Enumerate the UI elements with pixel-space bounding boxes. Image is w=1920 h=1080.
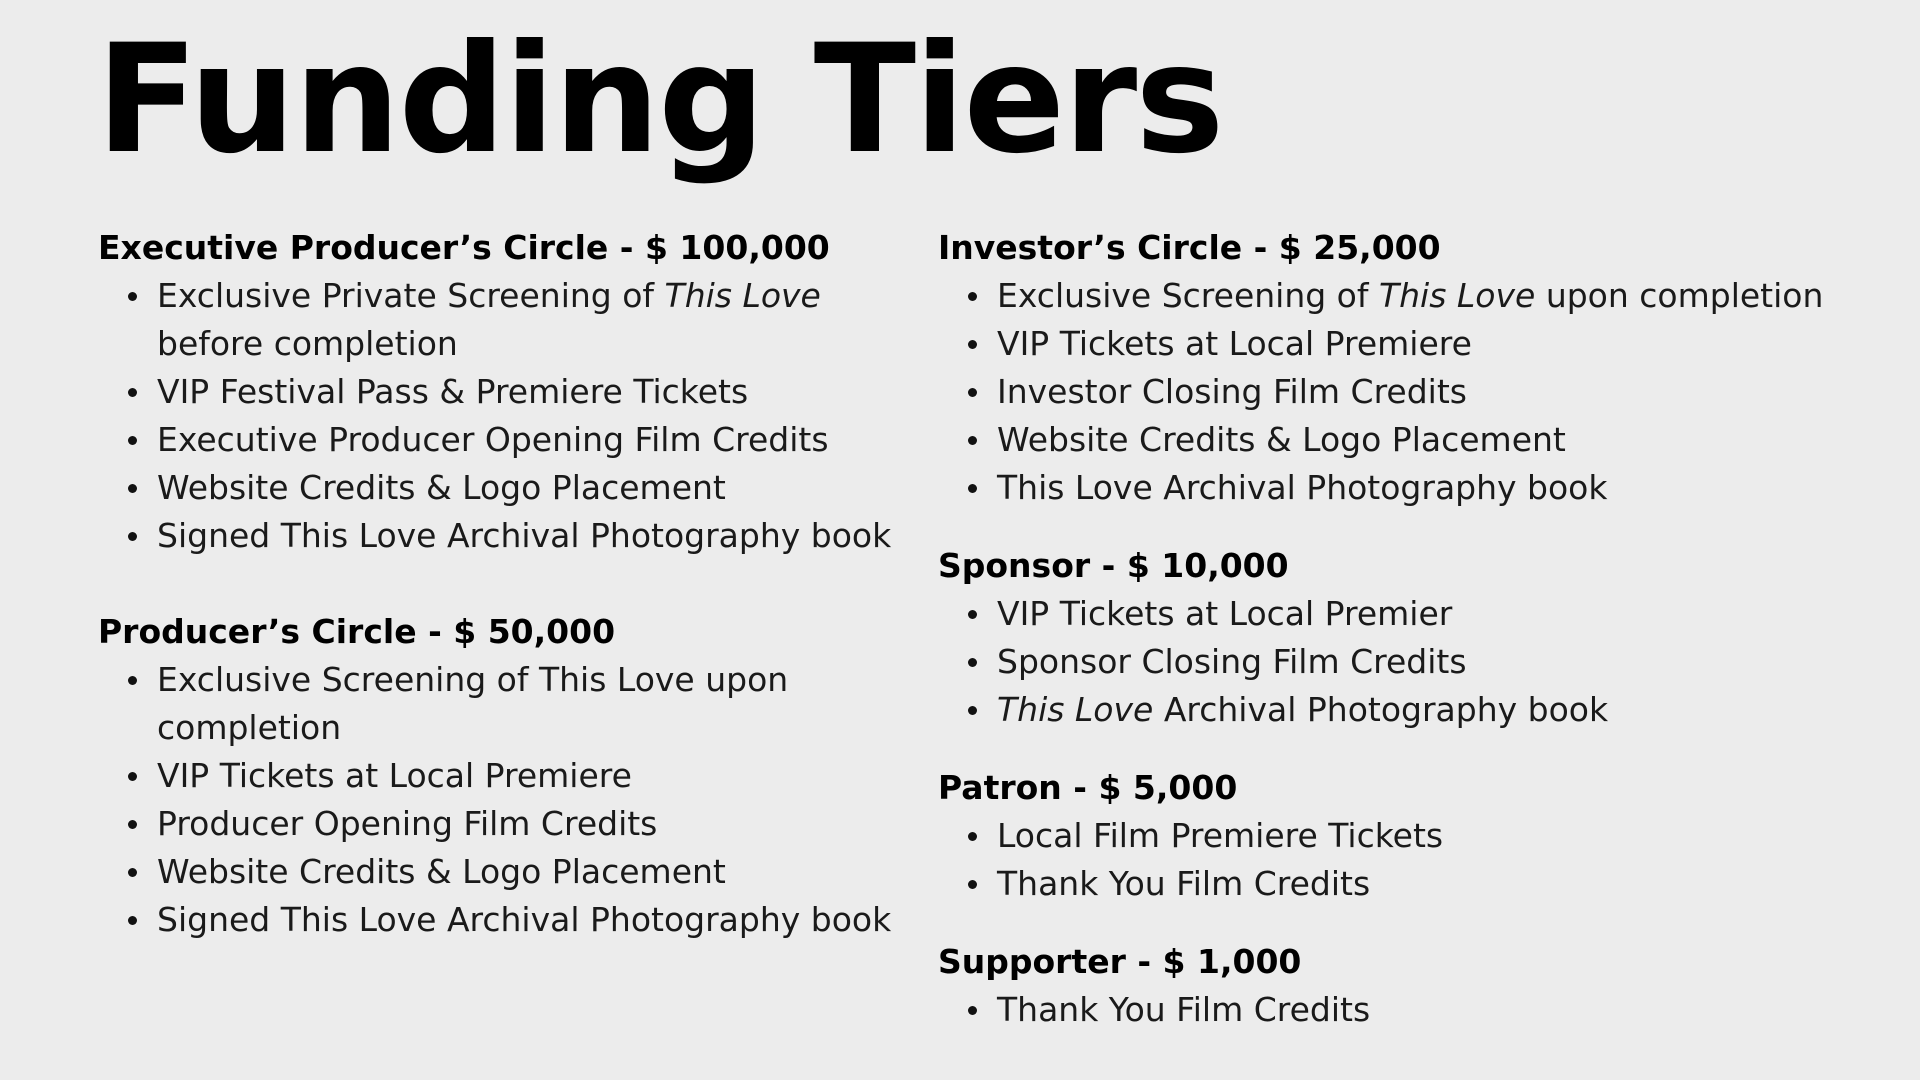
tier-section — [938, 938, 1898, 1034]
benefit-item — [98, 848, 898, 896]
benefit-item — [98, 656, 898, 752]
benefit-text: before completion — [157, 324, 458, 363]
benefit-text: Exclusive Screening of — [997, 276, 1379, 315]
tier-heading: Executive Producer’s Circle - $ 100,000 — [98, 228, 830, 267]
benefit-item — [98, 800, 898, 848]
film-title-text: This Love — [997, 690, 1154, 729]
benefit-item — [938, 464, 1898, 512]
benefit-text: Website Credits & Logo Placement — [157, 468, 726, 507]
bullet-icon — [968, 292, 977, 301]
benefit-text: VIP Festival Pass & Premiere Tickets — [157, 372, 749, 411]
bullet-icon — [968, 832, 977, 841]
benefit-item — [938, 686, 1898, 734]
bullet-icon — [968, 610, 977, 619]
benefit-text: Local Film Premiere Tickets — [997, 816, 1444, 855]
benefit-item — [938, 812, 1898, 860]
benefit-text: This Love Archival Photography book — [997, 468, 1608, 507]
benefit-text: Archival Photography book — [1153, 690, 1609, 729]
benefit-item — [98, 272, 898, 368]
benefit-item — [938, 272, 1898, 320]
page-title: Funding Tiers — [96, 13, 1223, 187]
tier-heading: Producer’s Circle - $ 50,000 — [98, 612, 616, 651]
tier-heading: Investor’s Circle - $ 25,000 — [938, 228, 1441, 267]
benefit-item — [938, 320, 1898, 368]
bullet-icon — [128, 820, 137, 829]
benefit-text: Thank You Film Credits — [997, 864, 1371, 903]
bullet-icon — [128, 292, 137, 301]
benefit-list — [938, 986, 1898, 1034]
benefit-text: Sponsor Closing Film Credits — [997, 642, 1467, 681]
tier-heading: Patron - $ 5,000 — [938, 768, 1238, 807]
benefit-item — [938, 590, 1898, 638]
benefit-list — [938, 590, 1898, 734]
benefit-text: Website Credits & Logo Placement — [997, 420, 1566, 459]
tier-section — [98, 224, 898, 560]
bullet-icon — [128, 916, 137, 925]
benefit-item — [98, 416, 898, 464]
benefit-item — [938, 416, 1898, 464]
benefit-text: VIP Tickets at Local Premier — [997, 594, 1453, 633]
benefit-list — [98, 272, 898, 560]
tier-section — [98, 608, 898, 944]
benefit-item — [938, 638, 1898, 686]
tier-section — [938, 542, 1898, 734]
bullet-icon — [128, 532, 137, 541]
benefit-item — [98, 752, 898, 800]
benefit-text: Exclusive Screening of This Love upon completion — [157, 660, 789, 747]
benefit-item — [98, 464, 898, 512]
benefit-text: Signed This Love Archival Photography book — [157, 516, 892, 555]
bullet-icon — [968, 658, 977, 667]
bullet-icon — [968, 706, 977, 715]
bullet-icon — [128, 388, 137, 397]
tier-heading: Sponsor - $ 10,000 — [938, 546, 1289, 585]
bullet-icon — [128, 868, 137, 877]
benefit-list — [98, 656, 898, 944]
benefit-text: Thank You Film Credits — [997, 990, 1371, 1029]
tier-section — [938, 224, 1898, 512]
benefit-item — [98, 896, 898, 944]
benefit-text: Website Credits & Logo Placement — [157, 852, 726, 891]
benefit-text: Executive Producer Opening Film Credits — [157, 420, 829, 459]
bullet-icon — [968, 1006, 977, 1015]
tier-heading: Supporter - $ 1,000 — [938, 942, 1302, 981]
film-title-text: This Love — [1378, 276, 1536, 315]
benefit-item — [938, 368, 1898, 416]
left-column — [98, 224, 898, 944]
bullet-icon — [968, 340, 977, 349]
benefit-item — [938, 986, 1898, 1034]
benefit-list — [938, 812, 1898, 908]
bullet-icon — [968, 484, 977, 493]
bullet-icon — [968, 388, 977, 397]
benefit-text: upon completion — [1535, 276, 1824, 315]
benefit-text: Exclusive Private Screening of — [157, 276, 665, 315]
film-title-text: This Love — [664, 276, 821, 315]
benefit-text: VIP Tickets at Local Premiere — [997, 324, 1472, 363]
benefit-item — [98, 512, 898, 560]
benefit-item — [938, 860, 1898, 908]
benefit-list — [938, 272, 1898, 512]
benefit-text: Signed This Love Archival Photography book — [157, 900, 892, 939]
bullet-icon — [968, 880, 977, 889]
benefit-text: VIP Tickets at Local Premiere — [157, 756, 632, 795]
bullet-icon — [128, 676, 137, 685]
right-column — [938, 224, 1898, 1034]
bullet-icon — [128, 484, 137, 493]
benefit-text: Investor Closing Film Credits — [997, 372, 1467, 411]
benefit-item — [98, 368, 898, 416]
tier-section — [938, 764, 1898, 908]
benefit-text: Producer Opening Film Credits — [157, 804, 658, 843]
bullet-icon — [128, 436, 137, 445]
bullet-icon — [128, 772, 137, 781]
bullet-icon — [968, 436, 977, 445]
